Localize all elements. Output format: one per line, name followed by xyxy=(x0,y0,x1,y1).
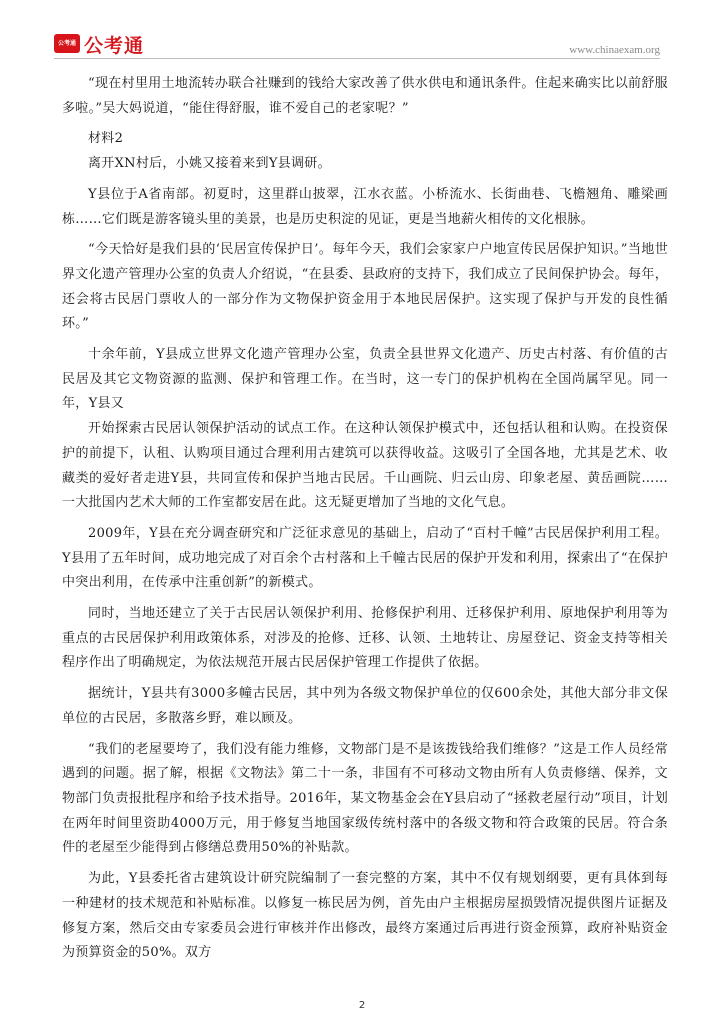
paragraph: “今天恰好是我们县的‘民居宣传保护日’。每年今天，我们会家家户户地宣传民居保护知识。”当地世界文化遗产管理办公室的负责人介绍说，“在县委、县政府的支持下，我们成立了民间保护协会。每年，还会将古民居门票收人的一部分作为文物保护资金用于本地民居保护。这实现了保护与开发的良性循环。” xyxy=(62,242,668,332)
paragraph: 据统计，Y县共有3000多幢古民居，其中列为各级文物保护单位的仅600余处，其他大部分非文保单位的古民居，多散落乡野，难以顾及。 xyxy=(62,686,668,726)
header-divider xyxy=(54,58,660,59)
logo-icon: 公考通 xyxy=(54,34,80,53)
page-number: 2 xyxy=(358,1000,366,1011)
paragraph: 十余年前，Y县成立世界文化遗产管理办公室，负责全县世界文化遗产、历史古村落、有价值的古民居及其它文物资源的监测、保护和管理工作。在当时，这一专门的保护机构在全国尚属罕见。同一年，Y县又 xyxy=(62,347,668,412)
page-header xyxy=(0,0,724,62)
paragraph: 同时，当地还建立了关于古民居认领保护利用、抢修保护利用、迁移保护利用、原地保护利用等为重点的古民居保护利用政策体系，对涉及的抢修、迁移、认领、土地转让、房屋登记、资金支持等相关程序作出了明确规定，为依法规范开展古民居保护管理工作提供了依据。 xyxy=(62,606,668,671)
paragraph: 2009年，Y县在充分调查研究和广泛征求意见的基础上，启动了“百村千幢”古民居保护利用工程。Y县用了五年时间，成功地完成了对百余个古村落和上千幢古民居的保护开发和利用，探索出了“在保护中突出利用，在传承中注重创新”的新模式。 xyxy=(62,525,668,591)
paragraph: 开始探索古民居认领保护活动的试点工作。在这种认领保护模式中，还包括认租和认购。在投资保护的前提下，认租、认购项目通过合理利用古建筑可以获得收益。这吸引了全国各地，尤其是艺术、收藏类的爱好者走进Y县，共同宣传和保护当地古民居。千山画院、归云山房、印象老屋、黄岳画院……一大批国内艺术大师的工作室都安居在此。这无疑更增加了当地的文化气息。 xyxy=(62,421,668,511)
brand-name: 公考通 xyxy=(84,35,145,57)
paragraph: 离开XN村后，小姚又接着来到Y县调研。 xyxy=(88,156,331,172)
document-body xyxy=(62,72,668,966)
paragraph: “现在村里用土地流转办联合社赚到的钱给大家改善了供水供电和通讯条件。住起来确实比以前舒服多啦。”吴大妈说道，“能住得舒服，谁不爱自己的老家呢？” xyxy=(62,76,668,116)
paragraph: “我们的老屋要垮了，我们没有能力维修，文物部门是不是该拨钱给我们维修？”这是工作人员经常遇到的问题。据了解，根据《文物法》第二十一条，非国有不可移动文物由所有人负责修缮、保养，文物部门负责报批程序和给予技术指导。2016年，某文物基金会在Y县启动了“拯救老屋行动”项目，计划在两年时间里资助4000万元，用于修复当地国家级传统村落中的各级文物和符合政策的民居。符合条件的老屋至少能得到占修缮总费用50%的补贴款。 xyxy=(62,741,668,856)
section-heading: 材料2 xyxy=(88,131,124,147)
paragraph: Y县位于A省南部。初夏时，这里群山披翠，江水衣蓝。小桥流水、长街曲巷、飞檐翘角、雕梁画栋……它们既是游客镜头里的美景，也是历史积淀的见证，更是当地薪火相传的文化根脉。 xyxy=(62,186,668,227)
site-url: www.chinaexam.org xyxy=(569,44,660,56)
paragraph: 为此，Y县委托省古建筑设计研究院编制了一套完整的方案，其中不仅有规划纲要，更有具体到每一种建材的技术规范和补贴标准。以修复一栋民居为例，首先由户主根据房屋损毁情况提供图片证据及修复方案，然后交由专家委员会进行审核并作出修改，最终方案通过后再进行资金预算，政府补贴资金为预算资金的50%。双方 xyxy=(62,871,668,961)
